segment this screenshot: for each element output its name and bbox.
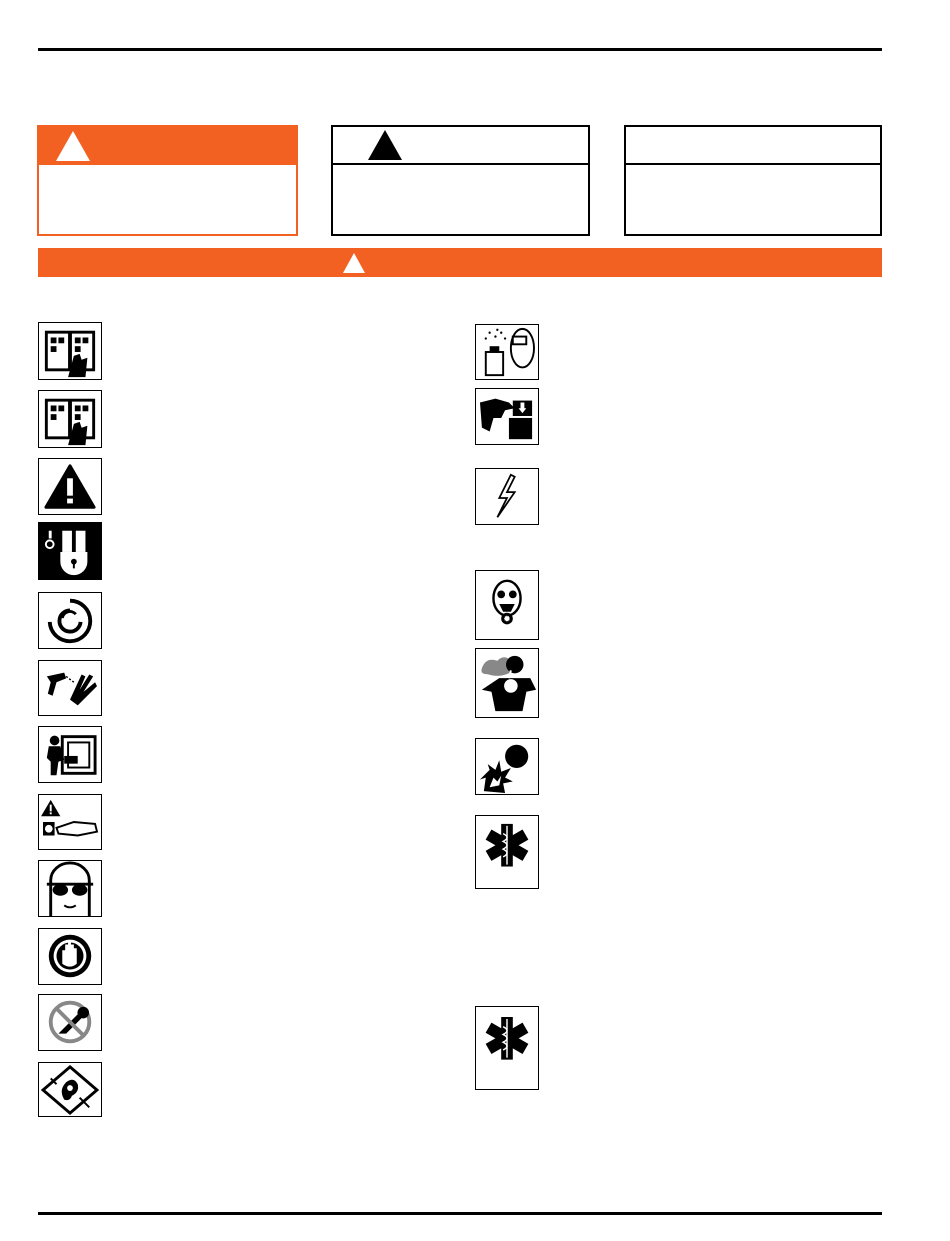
no-tools-icon (38, 994, 102, 1051)
warning-banner (38, 248, 882, 277)
emergency-stop-icon (38, 794, 102, 850)
medical-star-of-life-icon (475, 815, 539, 889)
pinch-point-icon (475, 388, 539, 445)
toxic-fumes-icon (475, 648, 539, 718)
read-manual-icon (38, 322, 102, 380)
spray-face-shield-icon (475, 324, 539, 380)
lockout-tagout-icon (38, 522, 102, 580)
read-manual-icon (38, 390, 102, 448)
hearing-protection-icon (38, 1062, 102, 1117)
notice-box (624, 125, 882, 236)
medical-star-of-life-icon (475, 1006, 539, 1090)
caution-box (331, 125, 590, 236)
top-rule (38, 48, 882, 51)
caution-triangle-icon (368, 130, 402, 160)
banner-triangle-icon (343, 253, 365, 273)
notice-header (626, 127, 880, 165)
stop-hand-icon (38, 928, 102, 985)
electrical-hazard-icon (475, 468, 539, 525)
bottom-rule (38, 1212, 882, 1215)
eye-protection-icon (38, 860, 102, 917)
spray-injection-icon (38, 660, 102, 716)
rotating-hazard-icon (38, 592, 102, 649)
explosion-hazard-icon (475, 738, 539, 795)
general-warning-icon (38, 458, 102, 515)
caution-header (333, 127, 588, 165)
warning-triangle-icon (56, 131, 90, 161)
warning-header (39, 127, 296, 165)
confined-space-icon (38, 726, 102, 783)
respirator-icon (475, 570, 539, 640)
warning-box (37, 125, 298, 236)
